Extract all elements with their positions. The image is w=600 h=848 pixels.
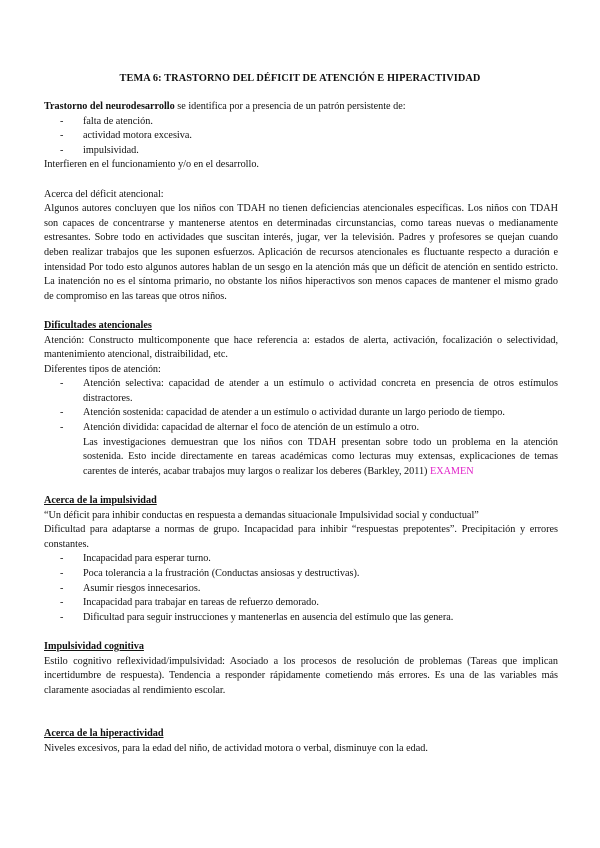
neuro-list <box>44 115 558 159</box>
list-item: - Asumir riesgos innecesarios. <box>44 582 558 597</box>
attention-types-list <box>44 377 558 435</box>
neuro-text: se identifica por a presencia de un patrón persistente de: <box>174 101 406 112</box>
dificultades-intro: Diferentes tipos de atención: <box>44 363 161 375</box>
document-body <box>44 100 558 757</box>
impulsividad-quote: “Un déficit para inhibir conductas en respuesta a demandas situacionale Impulsividad social y conductual” <box>44 509 479 521</box>
deficit-heading: Acerca del déficit atencional: <box>44 188 164 200</box>
cognitiva-heading: Impulsividad cognitiva <box>44 640 144 652</box>
list-item: - Atención sostenida: capacidad de atender a un estímulo o actividad durante un largo periodo de tiempo. <box>44 406 558 421</box>
page-title: TEMA 6: TRASTORNO DEL DÉFICIT DE ATENCIÓN E HIPERACTIVIDAD <box>119 73 481 84</box>
cognitiva-paragraph: Estilo cognitivo reflexividad/impulsividad: Asociado a los procesos de resolución de problemas (Tareas que implican incertidumbre de respuesta). Tendencia a responder rápidamente cometiendo más errores. Es una de las variables más claramente asociadas al rendimiento escolar. <box>44 655 558 696</box>
neuro-intro <box>44 100 558 115</box>
list-item: - Poca tolerancia a la frustración (Conductas ansiosas y destructivas). <box>44 567 558 582</box>
hiper-paragraph: Niveles excesivos, para la edad del niño, de actividad motora o verbal, disminuye con la edad. <box>44 742 428 754</box>
list-item: - Dificultad para seguir instrucciones y mantenerlas en ausencia del estímulo que las genera. <box>44 611 558 626</box>
dificultades-heading: Dificultades atencionales <box>44 319 152 331</box>
list-item: - actividad motora excesiva. <box>44 129 558 144</box>
list-item: - Atención dividida: capacidad de alternar el foco de atención de un estímulo a otro. <box>44 421 558 436</box>
list-item: - impulsividad. <box>44 144 558 159</box>
impulsividad-heading: Acerca de la impulsividad <box>44 495 157 507</box>
list-item: - Incapacidad para esperar turno. <box>44 552 558 567</box>
exam-tag: EXAMEN <box>429 465 474 477</box>
list-item: - Atención selectiva: capacidad de atender a un estímulo o actividad concreta en presencia de otros estímulos distractores. <box>44 377 558 406</box>
neuro-term: Trastorno del neurodesarrollo <box>44 101 175 112</box>
list-item: - falta de atención. <box>44 115 558 130</box>
list-item: - Incapacidad para trabajar en tareas de refuerzo demorado. <box>44 596 558 611</box>
dificultades-paragraph: Atención: Constructo multicomponente que hace referencia a: estados de alerta, activación, focalización o selectividad, mantenimiento atencional, distraibilidad, etc. <box>44 334 558 361</box>
hiper-heading: Acerca de la hiperactividad <box>44 728 164 740</box>
deficit-paragraph: Algunos autores concluyen que los niños con TDAH no tienen deficiencias atencionales específicas. Los niños con TDAH son capaces de concentrarse y mantenerse atentos en determinadas circunstancias, como tareas nuevas o medianamente estresantes. Sobre todo en actividades que suscitan interés, jugar, ver la televisión. Padres y profesores se quejan cuando deben realizar trabajos que les suponen esfuerzos. Aplicación de recursos atencionales es fluctuante respecto a duración e intensidad Por todo esto algunos autores hablan de un sesgo en la atención más que un déficit de atención en sentido estricto. La inatención no es el síntoma primario, no obstante los niños hiperactivos son menos capaces de mantener el mismo grado de compromiso en las tareas que otros niños. <box>44 203 558 302</box>
dificultades-note <box>44 436 558 480</box>
note-text: Las investigaciones demuestran que los niños con TDAH presentan sobre todo un problema en la atención sostenida. Esto incide directamente en tareas académicas como lecturas muy extensas, explicaciones de temas carentes de interés, acabar trabajos muy largos o realizar los deberes (Barkley, 2011) <box>83 436 558 477</box>
neuro-after: Interfieren en el funcionamiento y/o en el desarrollo. <box>44 159 259 171</box>
impulsividad-list <box>44 552 558 625</box>
impulsividad-paragraph: Dificultad para adaptarse a normas de grupo. Incapacidad para inhibir “respuestas prepotentes”. Precipitación y errores constantes. <box>44 524 558 550</box>
